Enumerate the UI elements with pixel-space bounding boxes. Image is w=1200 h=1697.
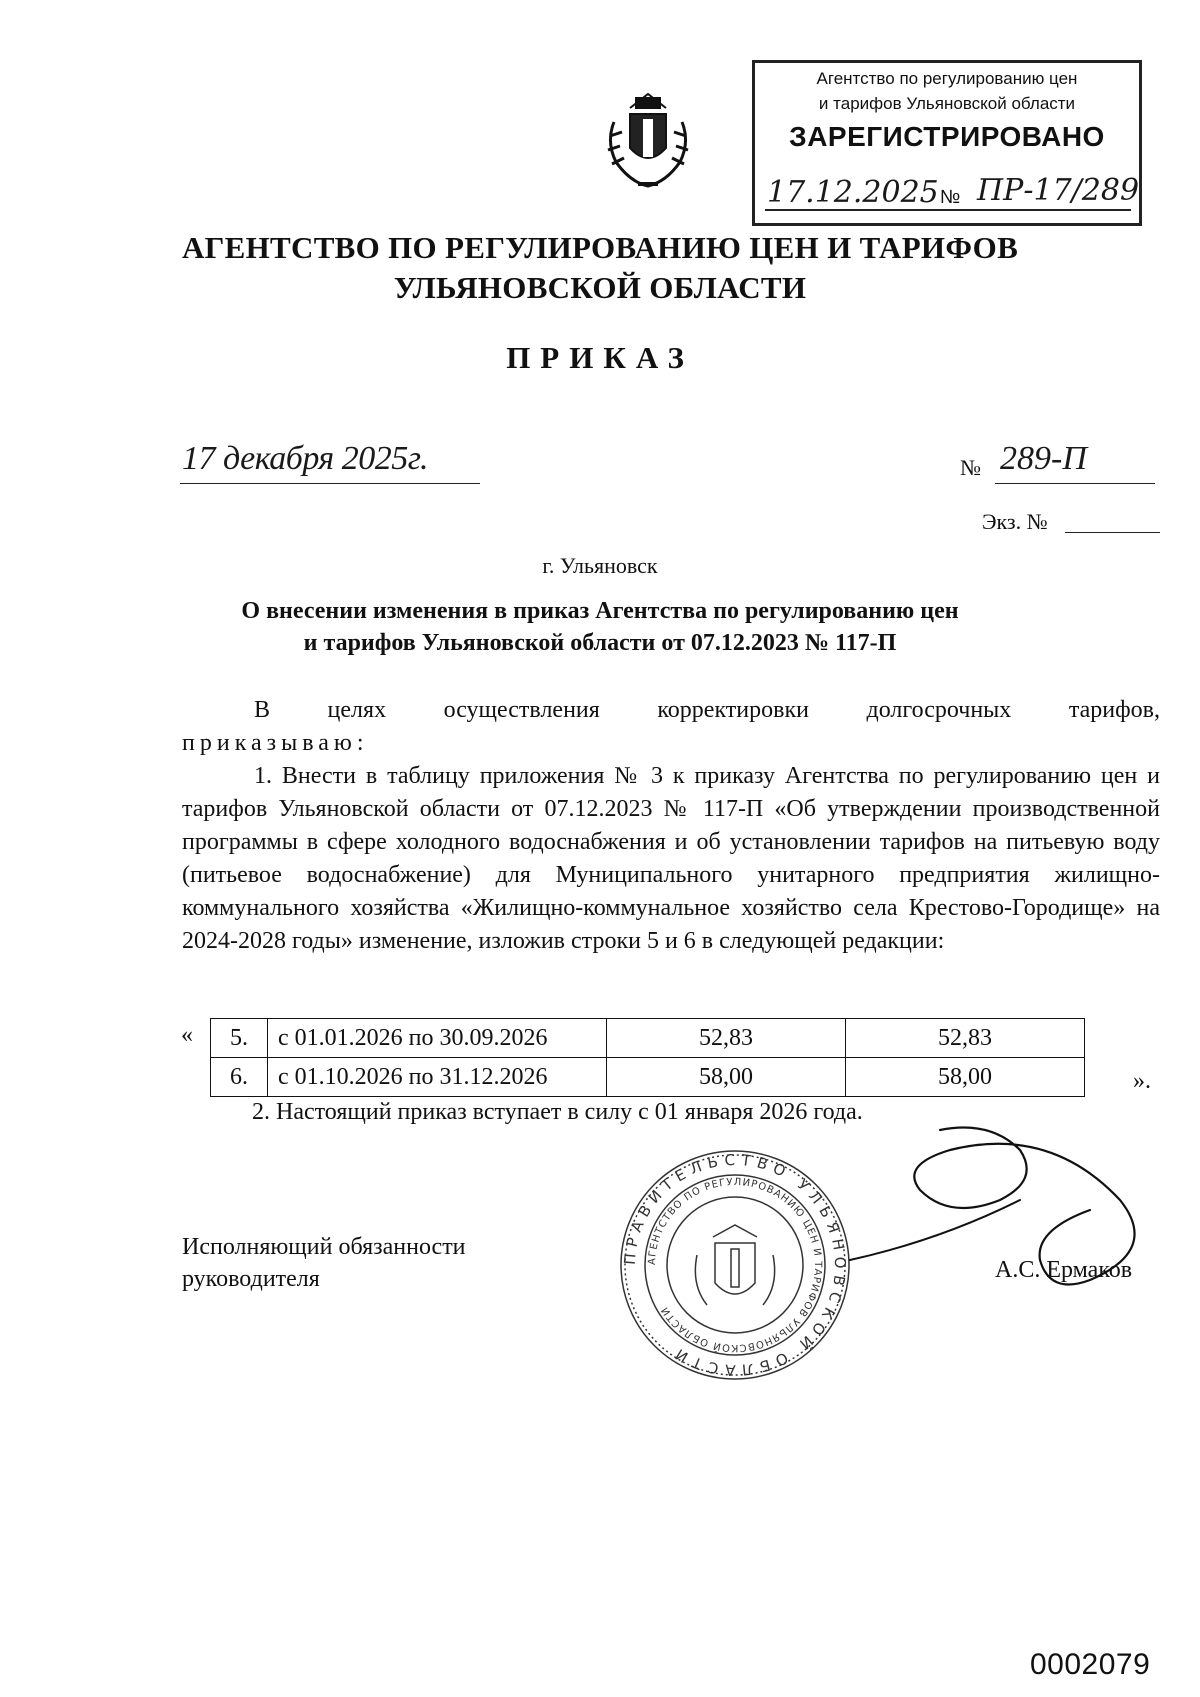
- signer-name: А.С. Ермаков: [995, 1257, 1133, 1283]
- signer-title-line1: Исполняющий обязанности: [182, 1234, 466, 1260]
- registration-stamp: [752, 60, 1142, 226]
- coat-of-arms-icon: [600, 86, 696, 192]
- order-verb: приказываю:: [182, 730, 369, 756]
- subject-line2: и тарифов Ульяновской области от 07.12.2023 № 117-П: [303, 630, 897, 656]
- order-number-underline: [995, 483, 1155, 484]
- table-row: [211, 1019, 1085, 1058]
- stamp-underline: [765, 209, 1131, 211]
- intro-paragraph: В целях осуществления корректировки долгосрочных тарифов,: [254, 697, 1160, 723]
- stamp-status: ЗАРЕГИСТРИРОВАНО: [789, 121, 1105, 152]
- row-value1: 52,83: [607, 1019, 846, 1058]
- stamp-handwritten-number: ПР-17/289: [977, 173, 1140, 208]
- table-quote-close: ».: [1133, 1068, 1151, 1094]
- row-period: с 01.01.2026 по 30.09.2026: [268, 1019, 607, 1058]
- city: г. Ульяновск: [542, 553, 658, 578]
- signer-title-line2: руководителя: [182, 1266, 320, 1292]
- seal-emblem-icon: [695, 1225, 774, 1305]
- document-type: ПРИКАЗ: [506, 340, 694, 375]
- table-row: [211, 1058, 1085, 1097]
- copy-number-label: Экз. №: [982, 509, 1048, 534]
- row-value2: 52,83: [846, 1019, 1085, 1058]
- row-value1: 58,00: [607, 1058, 846, 1097]
- stamp-agency-line1: Агентство по регулированию цен: [816, 69, 1078, 88]
- row-value2: 58,00: [846, 1058, 1085, 1097]
- seal-outer-text: ПРАВИТЕЛЬСТВО УЛЬЯНОВСКОЙ ОБЛАСТИ: [620, 1150, 850, 1380]
- row-number: 5.: [211, 1019, 268, 1058]
- signer-title: [182, 1231, 466, 1295]
- order-date-underline: [180, 483, 480, 484]
- order-handwritten-number: 289-П: [1000, 440, 1087, 477]
- order-item-1: 1. Внести в таблицу приложения № 3 к приказу Агентства по регулированию цен и тарифов Ульяновской области от 07.12.2023 № 117-П «Об утверждении производственной программы в сфере холодного водоснабжения и об установлении тарифов на питьевую воду (питьевое водоснабжение) для Муниципального унитарного предприятия жилищно-коммунального хозяйства «Жилищно-коммунальное хозяйство села Крестово-Городище» на 2024-2028 годы» изменение, изложив строки 5 и 6 в следующей редакции:: [182, 763, 1160, 954]
- subject-line1: О внесении изменения в приказ Агентства по регулированию цен: [241, 598, 959, 624]
- stamp-handwritten-date: 17.12.2025: [767, 175, 939, 210]
- row-period: с 01.10.2026 по 31.12.2026: [268, 1058, 607, 1097]
- tariff-rows-table: [210, 1018, 1085, 1097]
- table-quote-open: «: [181, 1022, 193, 1048]
- agency-title: [0, 228, 1200, 308]
- order-subject: [150, 595, 1050, 659]
- row-number: 6.: [211, 1058, 268, 1097]
- order-handwritten-date: 17 декабря 2025г.: [182, 440, 429, 477]
- order-item-2: 2. Настоящий приказ вступает в силу с 01 января 2026 года.: [252, 1099, 863, 1125]
- agency-title-line1: АГЕНТСТВО ПО РЕГУЛИРОВАНИЮ ЦЕН И ТАРИФОВ: [181, 230, 1019, 265]
- seal-inner-text: АГЕНТСТВО ПО РЕГУЛИРОВАНИЮ ЦЕН И ТАРИФОВ УЛЬЯНОВСКОЙ ОБЛАСТИ: [646, 1176, 824, 1354]
- agency-title-line2: УЛЬЯНОВСКОЙ ОБЛАСТИ: [393, 270, 807, 305]
- order-number-label: №: [960, 455, 981, 480]
- copy-number-underline: [1065, 532, 1160, 533]
- page-id: 0002079: [1030, 1648, 1151, 1681]
- stamp-number-prefix: №: [940, 187, 961, 208]
- stamp-agency-line2: и тарифов Ульяновской области: [818, 94, 1076, 113]
